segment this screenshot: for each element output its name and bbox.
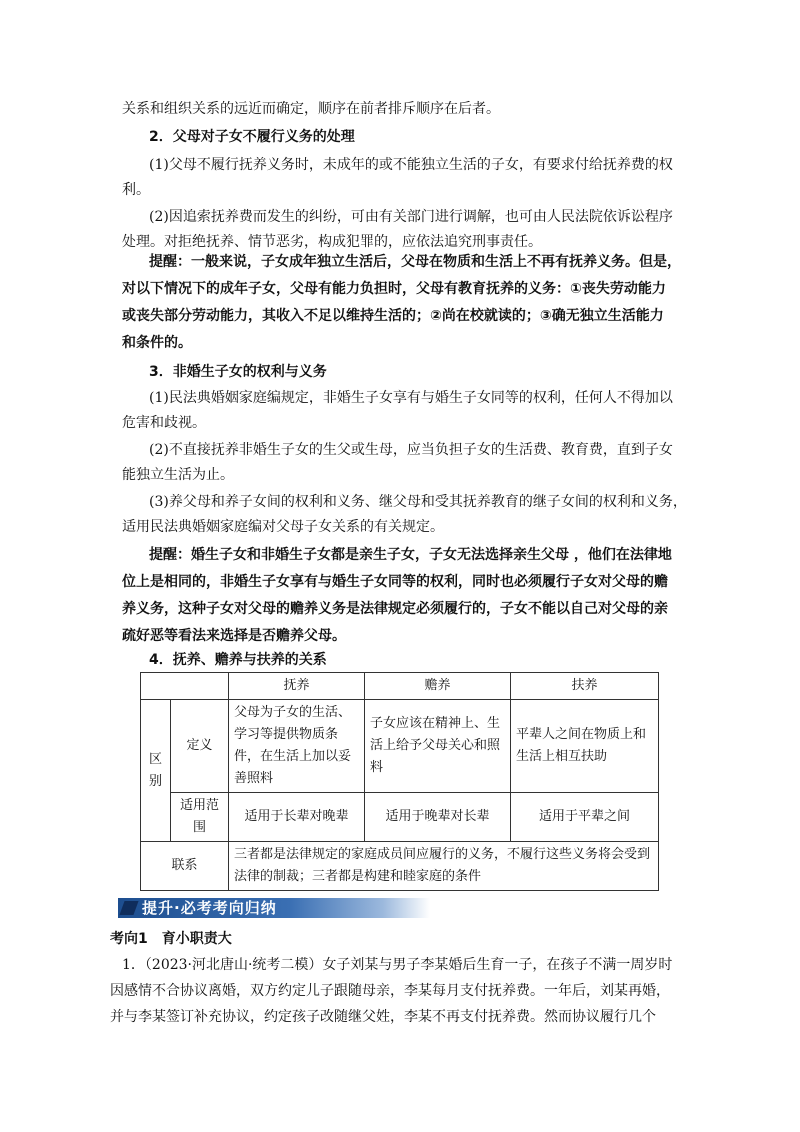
tip-line: 对以下情况下的成年子女，父母有能力负担时，父母有教育抚养的义务：①丧失劳动能力 <box>122 281 666 297</box>
qubie-char-2: 别 <box>148 773 162 789</box>
section-banner <box>118 897 430 919</box>
scope-label: 适用范围 <box>171 793 229 842</box>
question-line: 因感情不合协议离婚，双方约定儿子跟随母亲，李某每月支付抚养费。一年后，刘某再婚， <box>110 983 670 999</box>
paragraph-line: (2)因追索抚养费而发生的纠纷，可由有关部门进行调解，也可由人民法院依诉讼程序 <box>149 209 673 225</box>
table-corner-cell <box>141 673 229 700</box>
link-text: 三者都是法律规定的家庭成员间应履行的义务，不履行这些义务将会受到法律的制裁；三者都是构建和睦家庭的条件 <box>229 842 659 891</box>
definition-shanyang: 子女应该在精神上、生活上给予父母关心和照料 <box>365 700 511 793</box>
tip-line: 或丧失部分劳动能力，其收入不足以维持生活的；②尚在校就读的；③确无独立生活能力 <box>122 308 664 324</box>
section-heading-4: 4．抚养、赡养与扶养的关系 <box>149 652 327 668</box>
tip-line: 养义务，这种子女对父母的赡养义务是法律规定必须履行的，子女不能以自己对父母的亲 <box>122 601 668 617</box>
header-cell-fuyang: 抚养 <box>229 673 365 700</box>
paragraph-line: 危害和歧视。 <box>122 415 206 431</box>
paragraph-line: 利。 <box>122 182 150 198</box>
definition-fuyang2: 平辈人之间在物质上和生活上相互扶助 <box>511 700 659 793</box>
scope-fuyang: 适用于长辈对晚辈 <box>229 793 365 842</box>
tip-line: 提醒：婚生子女和非婚生子女都是亲生子女，子女无法选择亲生父母 ，他们在法律地 <box>149 547 672 563</box>
tip-line: 疏好恶等看法来选择是否赡养父母。 <box>122 628 346 644</box>
section-heading-2: 2．父母对子女不履行义务的处理 <box>149 129 355 145</box>
qubie-cell <box>141 700 171 842</box>
header-cell-fuyang2: 扶养 <box>511 673 659 700</box>
paragraph-line: 关系和组织关系的远近而确定，顺序在前者排斥顺序在后者。 <box>122 101 500 117</box>
banner-title: 提升·必考考向归纳 <box>142 899 277 917</box>
paragraph-line: (3)养父母和养子女间的权利和义务、继父母和受其抚养教育的继子女间的权利和义务， <box>149 494 687 510</box>
table-header-row <box>141 673 659 700</box>
paragraph-line: 处理。对拒绝抚养、情节恶劣，构成犯罪的，应依法追究刑事责任。 <box>122 234 542 250</box>
paragraph-line: (2)不直接抚养非婚生子女的生父或生母，应当负担子女的生活费、教育费，直到子女 <box>149 442 673 458</box>
paragraph-line: 能独立生活为止。 <box>122 467 234 483</box>
qubie-char-1: 区 <box>148 751 162 767</box>
link-label: 联系 <box>141 842 229 891</box>
paragraph-line: (1)民法典婚姻家庭编规定，非婚生子女享有与婚生子女同等的权利，任何人不得加以 <box>149 390 673 406</box>
relationship-table <box>140 672 659 891</box>
paragraph-line: (1)父母不履行抚养义务时，未成年的或不能独立生活的子女，有要求付给抚养费的权 <box>149 157 673 173</box>
definition-fuyang: 父母为子女的生活、学习等提供物质条件，在生活上加以妥善照料 <box>229 700 365 793</box>
header-cell-shanyang: 赡养 <box>365 673 511 700</box>
question-line: 1．（2023·河北唐山·统考二模）女子刘某与男子李某婚后生育一子，在孩子不满一周岁时 <box>122 957 673 973</box>
question-line: 并与李某签订补充协议，约定孩子改随继父姓，李某不再支付抚养费。然而协议履行几个 <box>110 1009 656 1025</box>
tip-line: 位上是相同的，非婚生子女享有与婚生子女同等的权利，同时也必须履行子女对父母的赡 <box>122 574 668 590</box>
table-row-definition <box>141 700 659 793</box>
tip-line: 提醒：一般来说，子女成年独立生活后，父母在物质和生活上不再有抚养义务。但是， <box>149 254 681 270</box>
kaoxiang-heading: 考向1 育小职责大 <box>110 931 232 947</box>
tip-line: 和条件的。 <box>122 335 192 351</box>
table-row-link <box>141 842 659 891</box>
section-heading-3: 3．非婚生子女的权利与义务 <box>149 364 327 380</box>
table-row-scope <box>141 793 659 842</box>
paragraph-line: 适用民法典婚姻家庭编对父母子女关系的有关规定。 <box>122 519 444 535</box>
scope-fuyang2: 适用于平辈之间 <box>511 793 659 842</box>
scope-shanyang: 适用于晚辈对长辈 <box>365 793 511 842</box>
definition-label: 定义 <box>171 700 229 793</box>
